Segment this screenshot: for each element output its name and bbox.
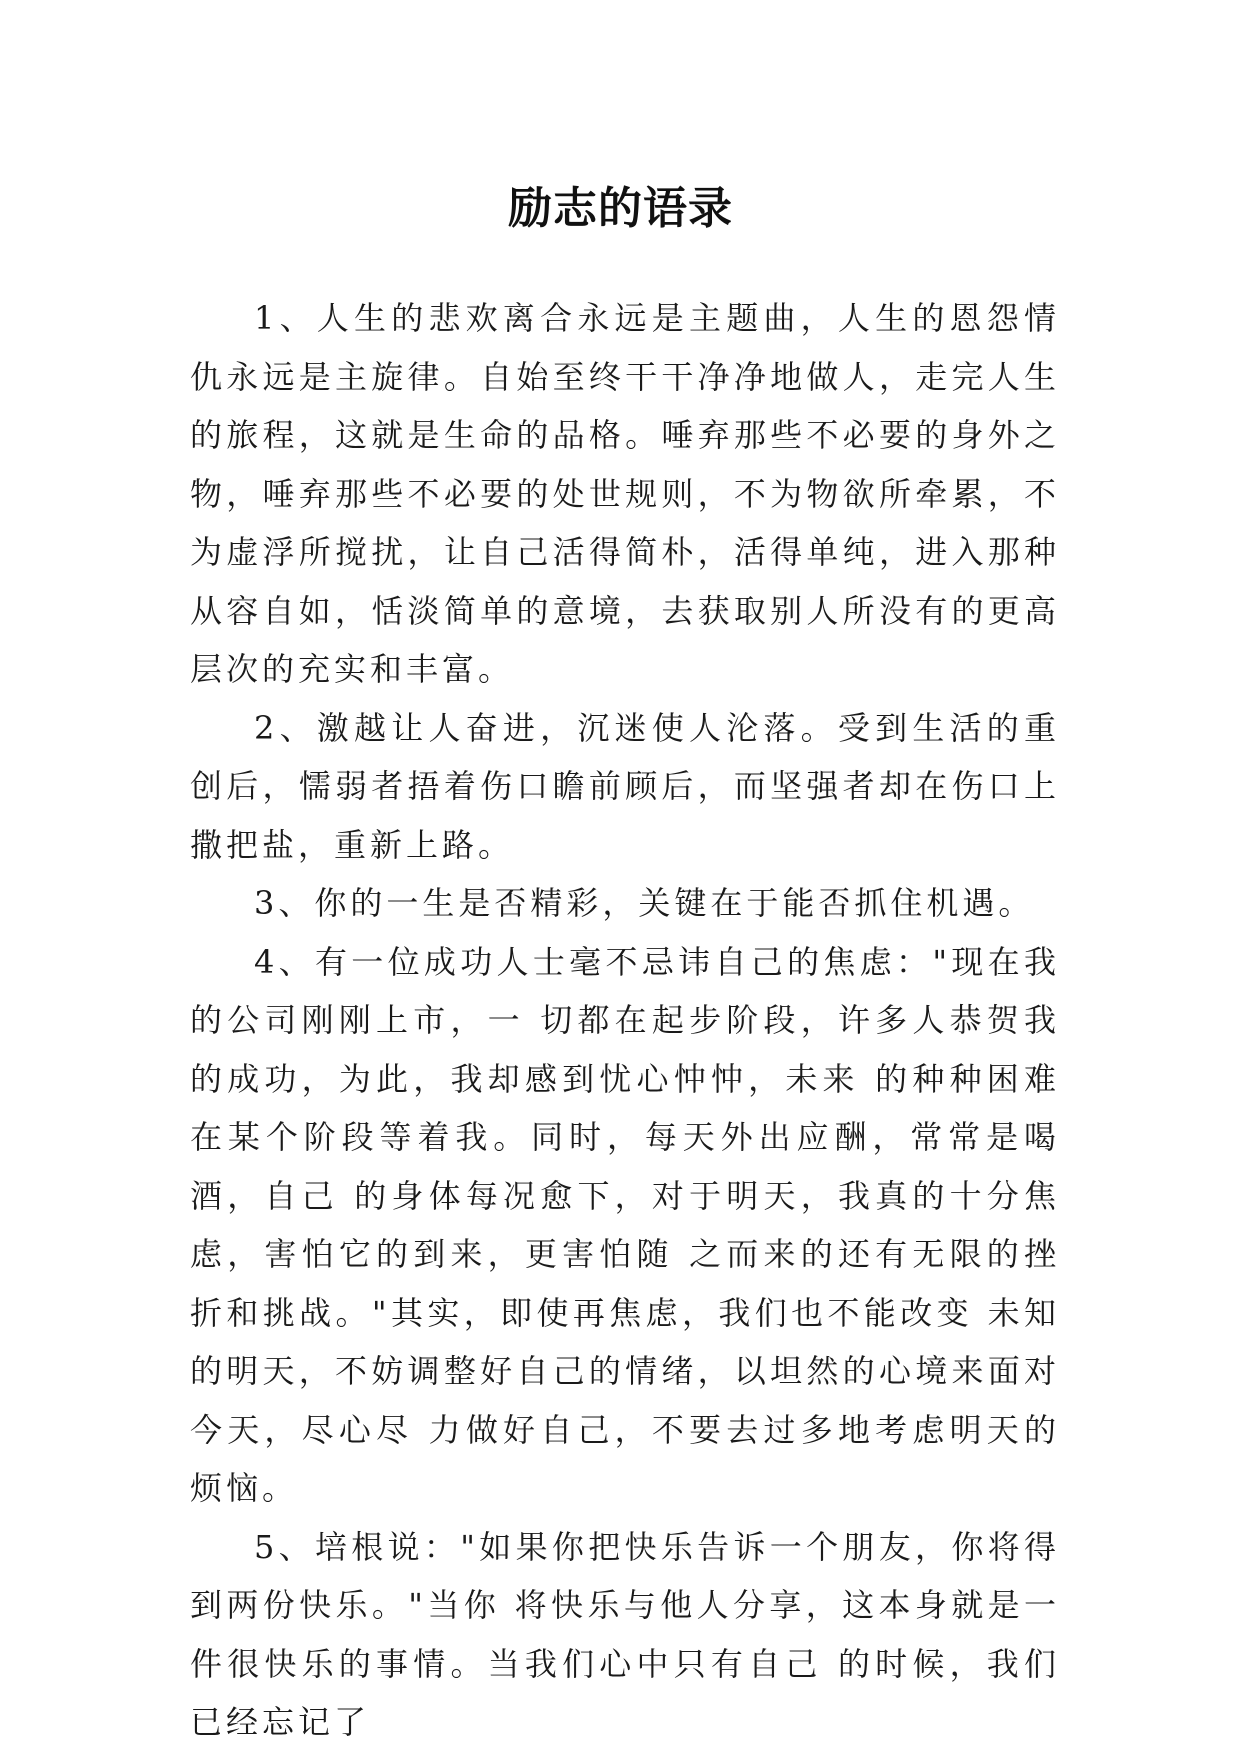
paragraph-1: 1、人生的悲欢离合永远是主题曲，人生的恩怨情仇永远是主旋律。自始至终干干净净地做人，走完人生的旅程，这就是生命的品格。唾弃那些不必要的身外之物，唾弃那些不必要的处世规则，不为物欲所牵累，不为虚浮所搅扰，让自己活得简朴，活得单纯，进入那种从容自如，恬淡简单的意境，去获取别人所没有的更高层次的充实和丰富。	[190, 299, 1060, 688]
document-body	[190, 289, 1060, 1752]
document-title: 励志的语录	[508, 183, 733, 235]
paragraph-3: 3、你的一生是否精彩，关键在于能否抓住机遇。	[254, 884, 1035, 922]
paragraph-2: 2、激越让人奋进，沉迷使人沦落。受到生活的重创后，懦弱者捂着伤口瞻前顾后，而坚强者却在伤口上撒把盐，重新上路。	[190, 708, 1060, 864]
paragraph-4: 4、有一位成功人士毫不忌讳自己的焦虑："现在我的公司刚刚上市，一 切都在起步阶段，许多人恭贺我的成功，为此，我却感到忧心忡忡，未来 的种种困难在某个阶段等着我。同时，每天外出应酬，常常是喝酒，自己 的身体每况愈下，对于明天，我真的十分焦虑，害怕它的到来，更害怕随 之而来的还有无限的挫折和挑战。"其实，即使再焦虑，我们也不能改变 未知的明天，不妨调整好自己的情绪，以坦然的心境来面对今天，尽心尽 力做好自己，不要去过多地考虑明天的烦恼。	[190, 942, 1060, 1507]
paragraph-5: 5、培根说："如果你把快乐告诉一个朋友，你将得到两份快乐。"当你 将快乐与他人分享，这本身就是一件很快乐的事情。当我们心中只有自己 的时候，我们已经忘记了	[190, 1527, 1060, 1741]
